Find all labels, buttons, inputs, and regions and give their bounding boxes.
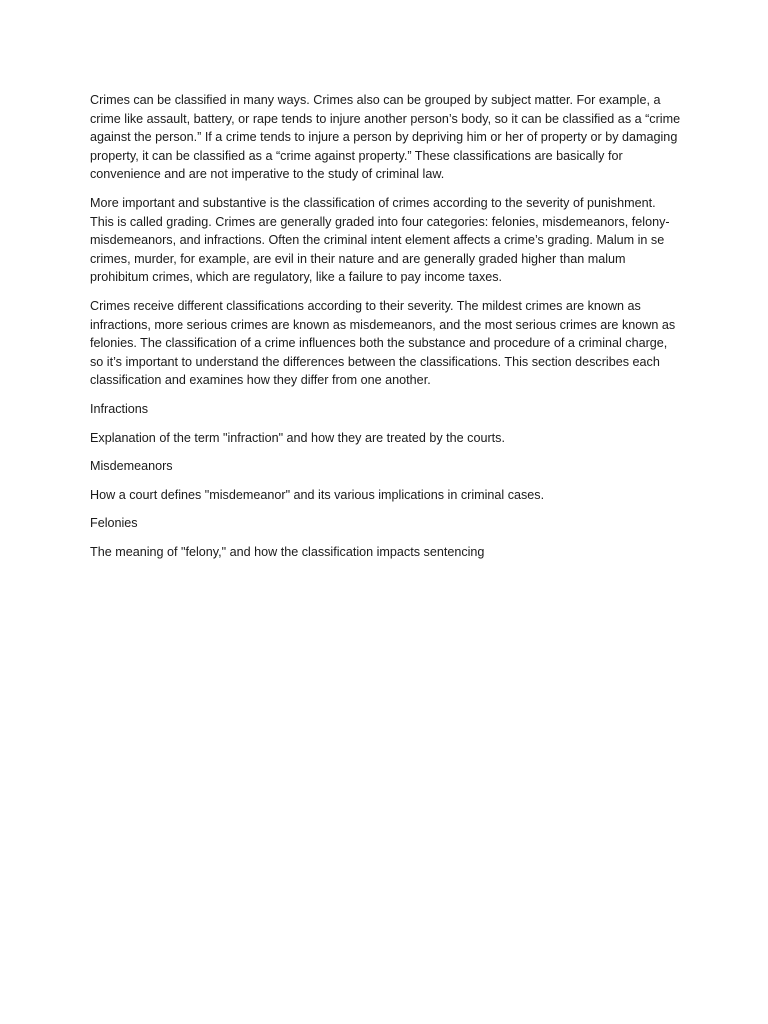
section-heading-felonies: Felonies bbox=[90, 516, 138, 531]
section-description-infractions: Explanation of the term "infraction" and how they are treated by the courts. bbox=[90, 430, 505, 445]
section-description-misdemeanors: How a court defines "misdemeanor" and its various implications in criminal cases. bbox=[90, 487, 545, 502]
section-heading-misdemeanors: Misdemeanors bbox=[90, 459, 173, 474]
section-heading-infractions: Infractions bbox=[90, 401, 149, 416]
section-description-felonies: The meaning of "felony," and how the classification impacts sentencing bbox=[90, 544, 485, 559]
paragraph-severity: Crimes receive different classifications according to their severity. The mildest crimes are known as infractions, more serious crimes are known as misdemeanors, and the most serious crimes are known as felonies. The classification of a crime influences both the substance and procedure of a criminal charge, so it’s important to understand the differences between the classifications. This section describes each classification and examines how they differ from one another. bbox=[90, 298, 676, 388]
paragraph-crime-classification: Crimes can be classified in many ways. Crimes also can be grouped by subject matter. For example, a crime like assault, battery, or rape tends to injure another person’s body, so it can be classified as a “crime against the person.” If a crime tends to injure a person by depriving him or her of property or by damaging property, it can be classified as a “crime against property.” These classifications are basically for convenience and are not imperative to the study of criminal law. bbox=[90, 93, 681, 182]
document-body bbox=[90, 91, 682, 571]
paragraph-grading: More important and substantive is the classification of crimes according to the severity of punishment. This is called grading. Crimes are generally graded into four categories: felonies, misdemeanors, felony-misdemeanors, and infractions. Often the criminal intent element affects a crime’s grading. Malum in se crimes, murder, for example, are evil in their nature and are generally graded higher than malum prohibitum crimes, which are regulatory, like a failure to pay income taxes. bbox=[90, 195, 670, 285]
